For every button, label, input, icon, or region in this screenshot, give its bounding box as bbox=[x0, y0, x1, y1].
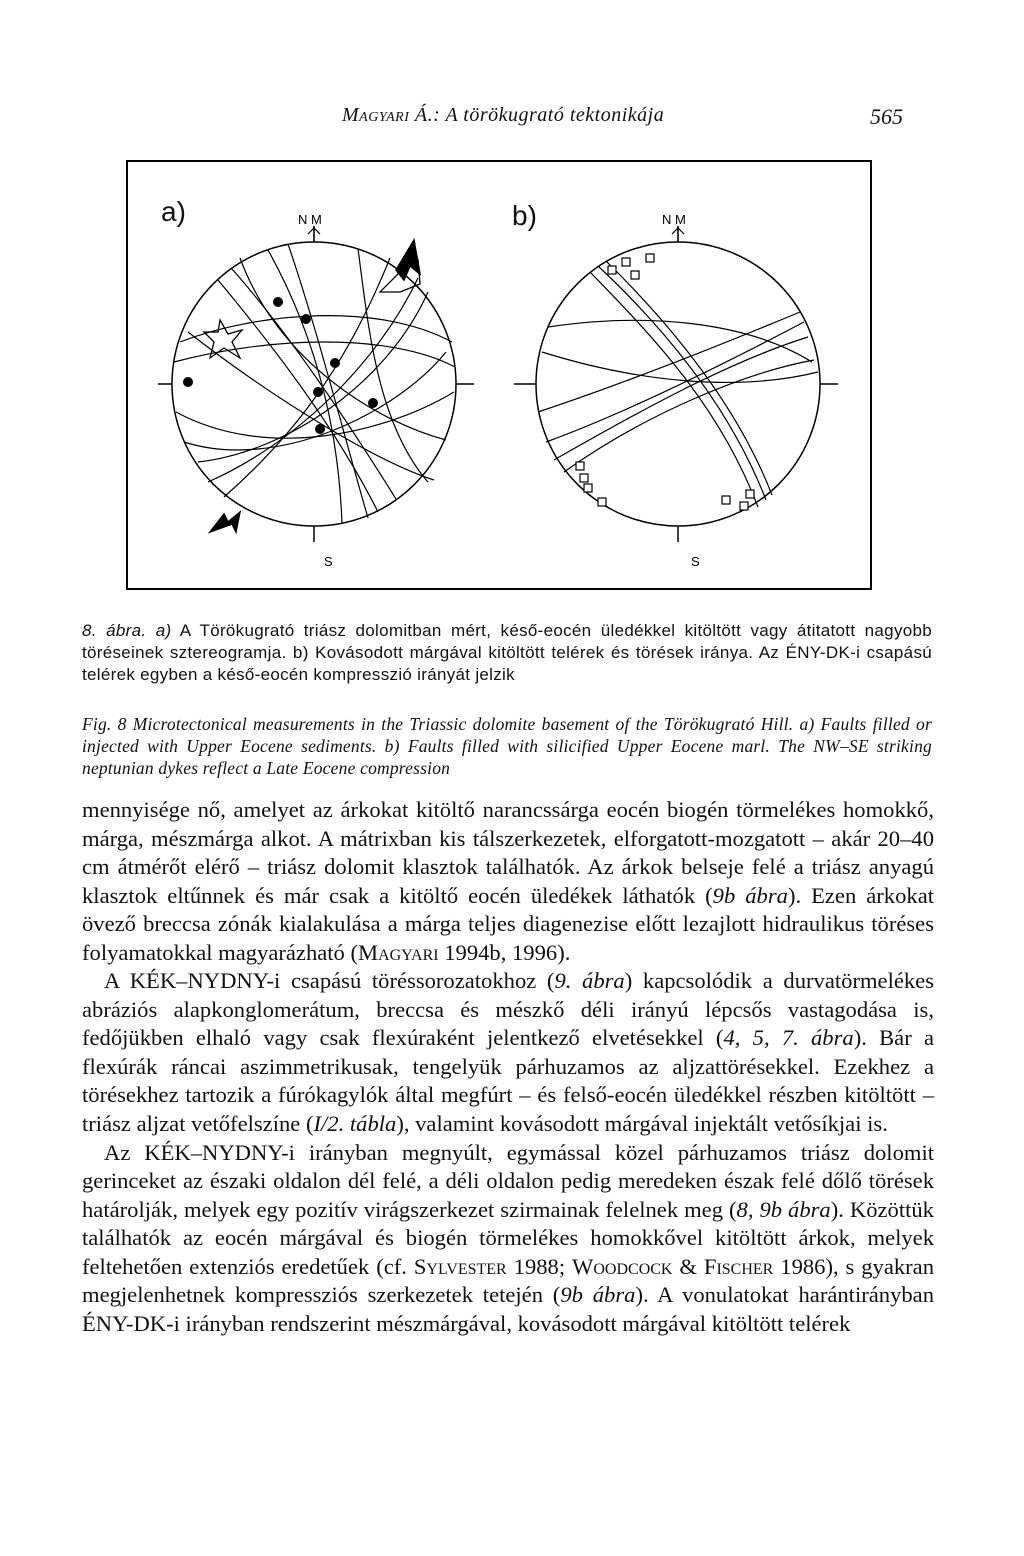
caption-figure-word: ábra. bbox=[106, 621, 147, 640]
stereonet-figure bbox=[128, 162, 874, 592]
figure-reference: 9. ábra bbox=[554, 968, 625, 994]
body-text bbox=[82, 796, 934, 1338]
caption-panel-marker: a) bbox=[155, 621, 172, 640]
north-mark-b: N M bbox=[662, 212, 686, 227]
south-mark-a: S bbox=[324, 554, 333, 569]
paragraph-1: mennyisége nő, amelyet az árkokat kitöltő narancssárga eocén biogén törmelékes homokkő, márga, mészmárga alkot. A mátrixban kis tálszerkezetek, elforgatott-mozgatott – akár 20–40 cm átmérőt elérő – triász dolomit klasztok találhatók. Az árkok belseje felé a triász anyagú klasztok eltűnnek és már csak a kitöltő eocén üledékek láthatók (9b ábra). Ezen árkokat övező breccsa zónák kialakulása a márga teljes diagenezise előtt lezajlott hidraulikus töréses folyamatokkal magyarázható (Magyari 1994b, 1996). bbox=[82, 797, 934, 965]
stereonet-b bbox=[514, 226, 838, 542]
north-mark-a: N M bbox=[298, 212, 322, 227]
figure-reference: 9b ábra bbox=[560, 1282, 636, 1308]
author-citation: Sylvester bbox=[413, 1253, 507, 1279]
page-number: 565 bbox=[870, 104, 903, 129]
stereonet-a bbox=[158, 226, 474, 542]
plate-reference: I/2. tábla bbox=[313, 1111, 397, 1137]
running-head-article-title: A törökugrató tektonikája bbox=[445, 104, 665, 126]
figure-caption-hungarian bbox=[82, 620, 932, 686]
panel-a-label: a) bbox=[161, 196, 186, 227]
stereonet-b-primitive bbox=[536, 242, 820, 526]
stereonet-b-north-arrow-icon bbox=[672, 226, 684, 242]
paragraph-2: A KÉK–NYDNY-i csapású töréssorozatokhoz (9. ábra) kapcsolódik a durvatörmelékes abráziós alapkonglomerátum, breccsa és mészkő déli irányú lépcsős vastagodása is, fedőjükben elhaló vagy csak flexúraként jelentkező elvetésekkel (4, 5, 7. ábra). Bár a flexúrák ráncai aszimmetrikusak, tengelyük párhuzamos az aljzattörésekkel. Ezekhez a törésekhez tartozik a fúrókagylók által megfúrt – és felső-eocén üledékkel részben kitöltött – triász aljzat vetőfelszíne (I/2. tábla), valamint kovásodott márgával injektált vetősíkjai is. bbox=[82, 968, 934, 1137]
running-head-title: Magyari Á.: A törökugrató tektonikája bbox=[342, 104, 665, 126]
stereonet-a-poles bbox=[183, 297, 378, 434]
figure-reference: 4, 5, 7. ábra bbox=[723, 1025, 854, 1051]
author-citation: Magyari bbox=[358, 939, 439, 965]
figure-frame bbox=[126, 160, 872, 590]
caption-hungarian-text: A Törökugrató triász dolomitban mért, késő-eocén üledékkel kitöltött vagy átitatott nagyobb töréseinek sztereogramja. b) Kovásodott márgával kitöltött telérek és törések iránya. Az ÉNY-DK-i csapású telérek egyben a késő-eocén kompresszió irányát jelzik bbox=[82, 621, 933, 684]
figure-caption-english: Fig. 8 Microtectonical measurements in the Triassic dolomite basement of the Törökugrató Hill. a) Faults filled or injected with Upper Eocene sediments. b) Faults filled with silicified Upper Eocene marl. The NW–SE striking neptunian dykes reflect a Late Eocene compression bbox=[82, 714, 932, 778]
caption-figure-number: 8. bbox=[82, 621, 97, 640]
stereonet-a-north-arrow-icon bbox=[308, 226, 320, 242]
panel-b-label: b) bbox=[512, 200, 537, 231]
running-head bbox=[0, 104, 1024, 134]
figure-reference: 8, 9b ábra bbox=[736, 1196, 831, 1222]
author-citation: Woodcock bbox=[572, 1253, 673, 1279]
author-citation: Fischer bbox=[703, 1253, 774, 1279]
south-mark-b: S bbox=[691, 554, 700, 569]
stereonet-a-arrow-ne-icon bbox=[396, 240, 420, 280]
stereonet-a-arrow-sw-icon bbox=[210, 512, 240, 532]
paragraph-3: Az KÉK–NYDNY-i irányban megnyúlt, egymással közel párhuzamos triász dolomit gerinceket az északi oldalon dél felé, a déli oldalon pedig meredeken észak felé dőlő törések határolják, melyek egy pozitív virágszerkezet szirmainak felelnek meg (8, 9b ábra). Közöttük találhatók az eocén márgával és biogén törmelékes homokkővel kitöltött árkok, melyek feltehetően extenziós eredetűek (cf. Sylvester 1988; Woodcock & Fischer 1986), s gyakran megjelenhetnek kompressziós szerkezetek tetején (9b ábra). A vonulatokat harántirányban ÉNY-DK-i irányban rendszerint mészmárgával, kovásodott márgával kitöltött telérek bbox=[82, 1139, 935, 1336]
figure-reference: 9b ábra bbox=[712, 882, 788, 908]
running-head-author: Magyari Á. bbox=[342, 104, 434, 126]
stereonet-a-great-circles bbox=[174, 244, 455, 524]
